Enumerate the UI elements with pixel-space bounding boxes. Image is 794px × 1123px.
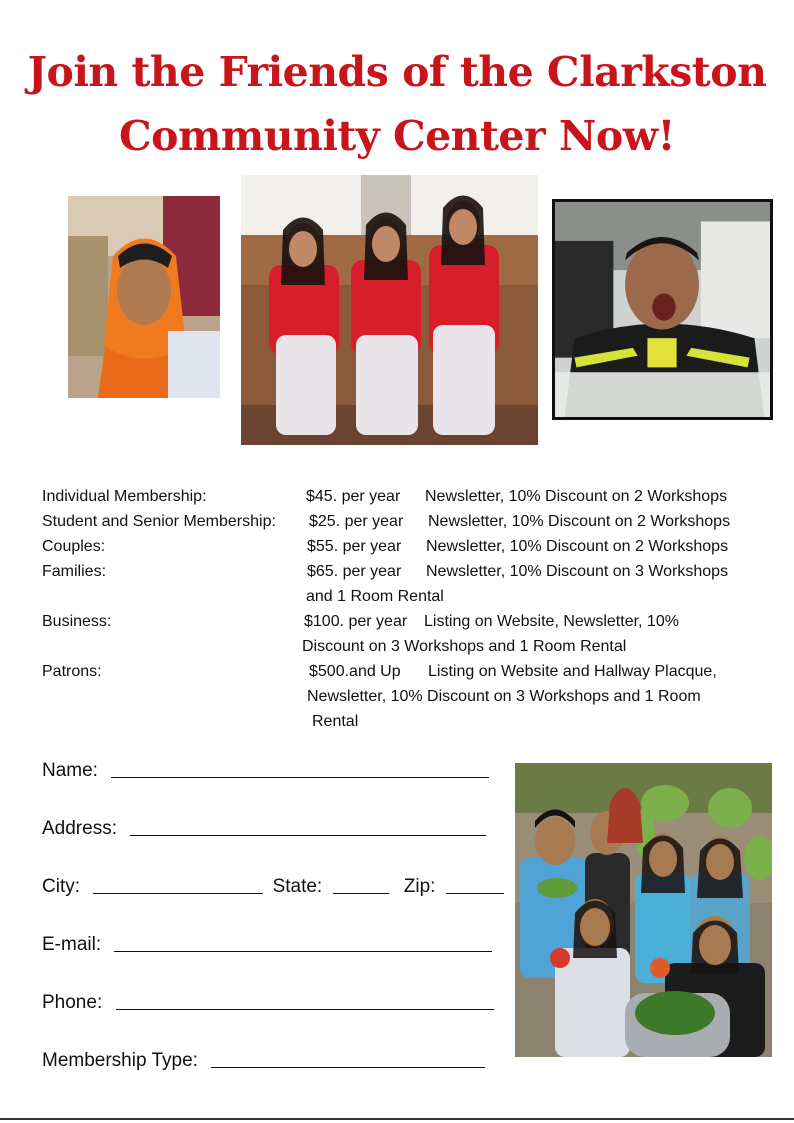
membership-price: $55. per year	[307, 538, 402, 555]
email-field[interactable]	[42, 933, 492, 956]
email-input-line[interactable]	[114, 933, 492, 952]
phone-input-line[interactable]	[116, 991, 494, 1010]
membership-type: Couples:	[42, 538, 106, 555]
membership-price: $500.and Up	[309, 663, 401, 680]
membership-type: Families:	[42, 563, 107, 580]
phone-field[interactable]	[42, 991, 494, 1014]
membership-type: Individual Membership:	[42, 488, 207, 505]
membership-price: $25. per year	[309, 513, 404, 530]
photo-three-girls-couch	[241, 175, 538, 445]
membership-benefits: Newsletter, 10% Discount on 3 Workshops	[426, 563, 729, 580]
membership-type: Business:	[42, 613, 112, 630]
city-label: City:	[42, 876, 80, 897]
email-label: E-mail:	[42, 934, 102, 955]
membership-type-input-line[interactable]	[211, 1049, 485, 1068]
membership-benefits: Listing on Website, Newsletter, 10%	[424, 613, 679, 630]
state-label: State:	[272, 876, 323, 897]
membership-type: Patrons:	[42, 663, 102, 680]
membership-type-label: Membership Type:	[42, 1050, 198, 1071]
photo-girls-with-vegetables	[515, 763, 772, 1057]
name-field[interactable]	[42, 759, 489, 782]
membership-price: $65. per year	[307, 563, 402, 580]
address-label: Address:	[42, 818, 117, 839]
membership-benefits: Newsletter, 10% Discount on 2 Workshops	[428, 513, 731, 530]
address-input-line[interactable]	[130, 817, 486, 836]
membership-benefits: Discount on 3 Workshops and 1 Room Rental	[302, 638, 627, 655]
membership-price: $45. per year	[306, 488, 401, 505]
membership-benefits: Newsletter, 10% Discount on 2 Workshops	[425, 488, 728, 505]
title-line-1: Join the Friends of the Clarkston	[27, 48, 767, 96]
membership-benefits: Listing on Website and Hallway Placque,	[428, 663, 717, 680]
membership-type-field[interactable]	[42, 1049, 485, 1072]
membership-price: $100. per year	[304, 613, 408, 630]
name-label: Name:	[42, 760, 98, 781]
photo-woman-orange-scarf	[68, 196, 220, 398]
zip-input-line[interactable]	[446, 875, 504, 894]
membership-benefits: Rental	[312, 713, 359, 730]
membership-benefits: and 1 Room Rental	[306, 588, 444, 605]
zip-label: Zip:	[403, 876, 436, 897]
photo-boy-black-jacket	[552, 199, 773, 420]
city-input-line[interactable]	[93, 875, 263, 894]
phone-label: Phone:	[42, 992, 103, 1013]
title-line-2: Community Center Now!	[118, 112, 675, 160]
name-input-line[interactable]	[111, 759, 489, 778]
membership-type: Student and Senior Membership:	[42, 513, 276, 530]
state-input-line[interactable]	[333, 875, 389, 894]
membership-benefits: Newsletter, 10% Discount on 3 Workshops and 1 Room	[307, 688, 701, 705]
city-state-zip-field[interactable]	[42, 875, 504, 898]
address-field[interactable]	[42, 817, 486, 840]
footer-divider	[0, 1118, 794, 1120]
membership-benefits: Newsletter, 10% Discount on 2 Workshops	[426, 538, 729, 555]
